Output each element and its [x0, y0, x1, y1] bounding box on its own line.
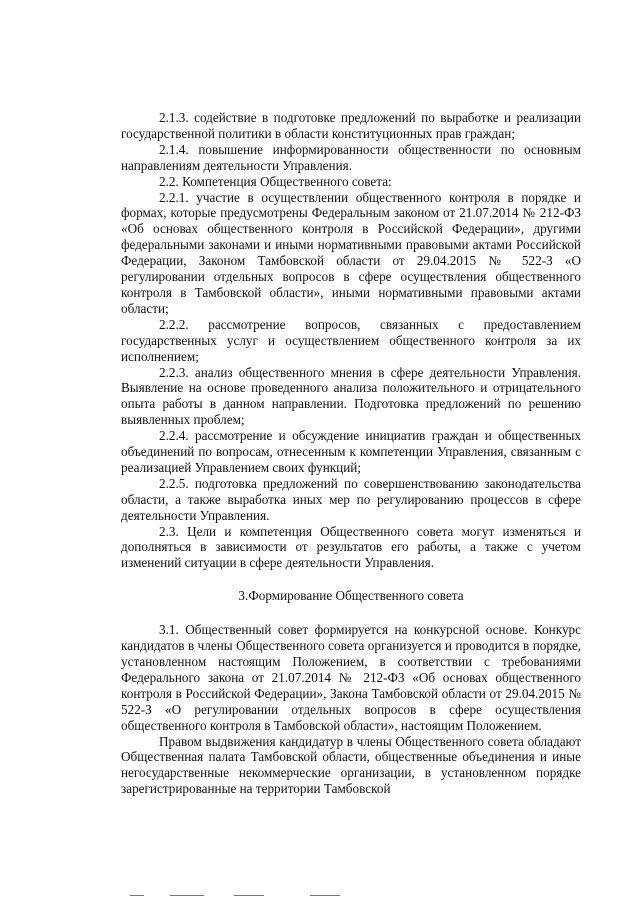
paragraph-2-3: 2.3. Цели и компетенция Общественного совета могут изменяться и дополняться в зависимости от результатов его работы, а также с учетом изменений ситуации в сфере деятельности Управления. — [121, 523, 581, 571]
section-heading: 3.Формирование Общественного совета — [238, 588, 464, 604]
scan-artifact-mark — [170, 895, 204, 896]
scan-artifact-marks — [130, 893, 510, 899]
paragraph-2-2-4: 2.2.4. рассмотрение и обсуждение инициатив граждан и общественных объединений по вопросам, отнесенным к компетенции Управления, связанным с реализацией Управлением своих функций; — [121, 428, 581, 475]
paragraph-2-1-4: 2.1.4. повышение информированности общественности по основным направлениям деятельности Управления. — [121, 141, 581, 173]
paragraph-3-1: 3.1. Общественный совет формируется на конкурсной основе. Конкурс кандидатов в члены Общественного совета организуется и проводится в порядке, установленном настоящим Положением, в соответствии с требованиями Федерального закона от 21.07.2014 № 212-ФЗ «Об основах общественного контроля в Российской Федерации», Закона Тамбовской области от 29.04.2015 № 522-З «О регулировании отдельных вопросов в сфере осуществления общественного контроля в Тамбовской области», настоящим Положением. — [121, 622, 581, 733]
scan-artifact-mark — [310, 895, 340, 896]
paragraph-2-1-3: 2.1.3. содействие в подготовке предложений по выработке и реализации государственной политики в области конституционных прав граждан; — [121, 110, 581, 141]
document-body — [121, 110, 581, 797]
paragraph-2-2: 2.2. Компетенция Общественного совета: — [159, 173, 392, 189]
paragraph-2-2-3: 2.2.3. анализ общественного мнения в сфере деятельности Управления. Выявление на основе проведенного анализа положительного и отрицательного опыта работы в данном направлении. Подготовка предложений по решению выявленных проблем; — [121, 364, 581, 428]
paragraph-nomination-rights: Правом выдвижения кандидатур в члены Общественного совета обладают Общественная палата Тамбовской области, общественные объединения и иные негосударственные некоммерческие организации, в установленном порядке зарегистрированные на территории Тамбовской — [121, 733, 581, 797]
scan-artifact-mark — [234, 895, 264, 896]
scan-artifact-mark — [130, 895, 144, 896]
paragraph-2-2-5: 2.2.5. подготовка предложений по совершенствованию законодательства области, а также выработка иных мер по регулированию процессов в сфере деятельности Управления. — [121, 475, 581, 523]
paragraph-2-2-1: 2.2.1. участие в осуществлении общественного контроля в порядке и формах, которые предусмотрены Федеральным законом от 21.07.2014 № 212-ФЗ «Об основах общественного контроля в Российской Федерации», другими федеральными законами и иными нормативными правовыми актами Российской Федерации, Законом Тамбовской области от 29.04.2015 № 522-З «О регулировании отдельных вопросов в сфере осуществления общественного контроля в Тамбовской области», иными нормативными правовыми актами области; — [121, 189, 581, 316]
paragraph-2-2-2: 2.2.2. рассмотрение вопросов, связанных с предоставлением государственных услуг и осуществлением общественного контроля за их исполнением; — [121, 316, 581, 364]
